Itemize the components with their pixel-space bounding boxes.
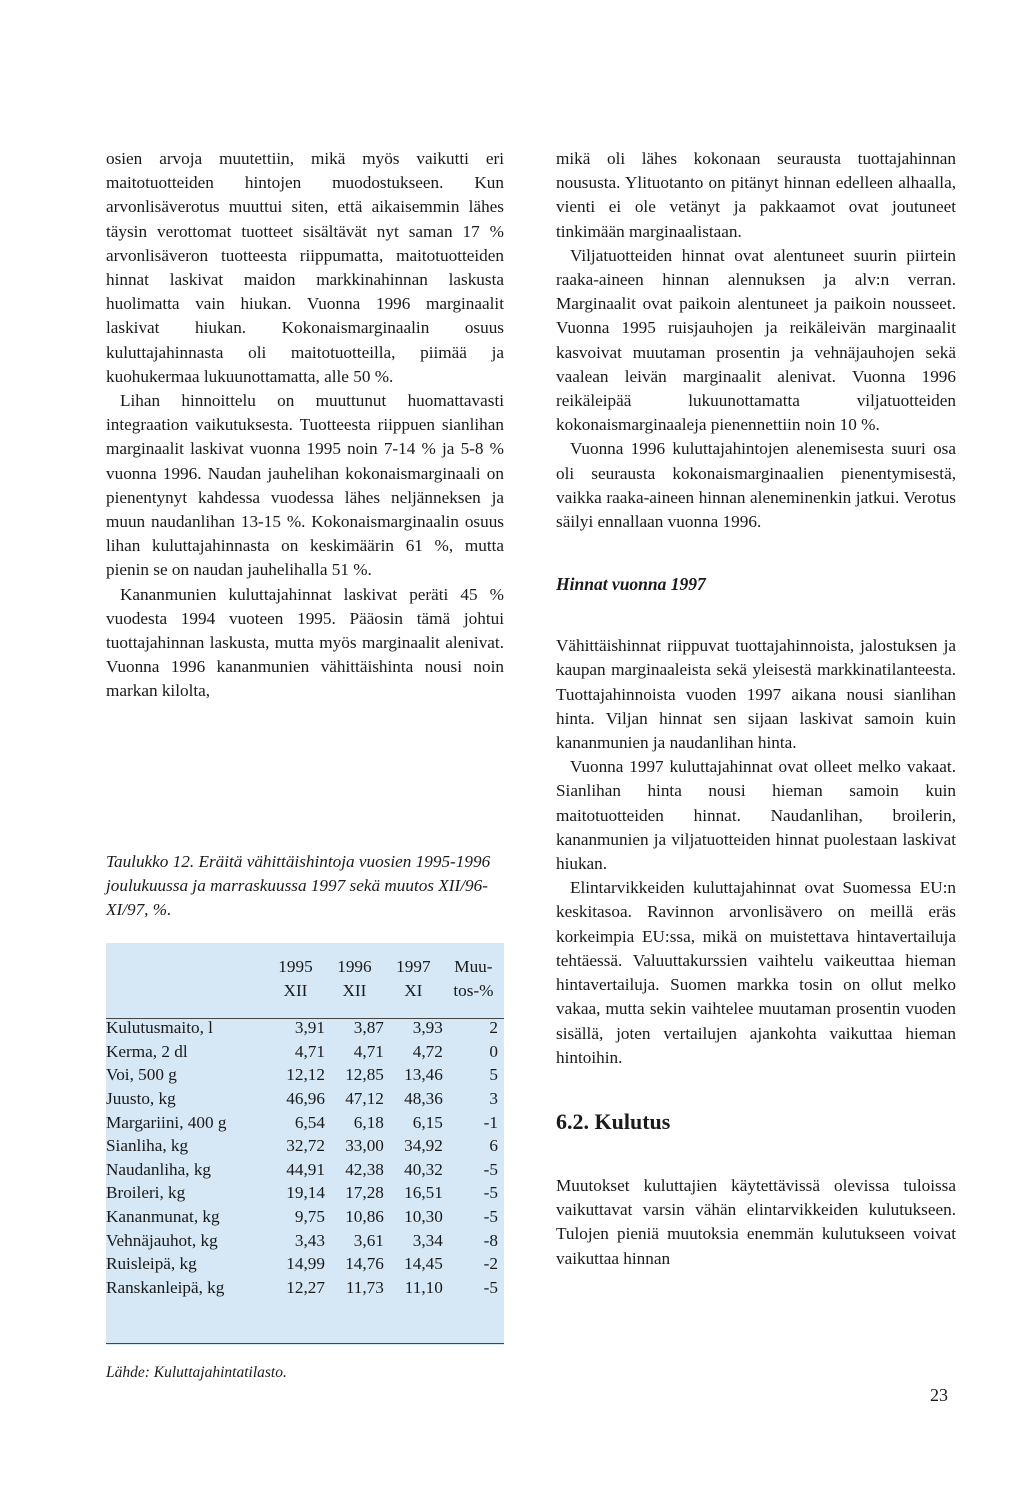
left-column — [106, 147, 504, 704]
price-1996-cell: 6,18 — [353, 1112, 384, 1132]
change-cell: 6 — [489, 1136, 498, 1156]
item-name-cell: Vehnäjauhot, kg — [106, 1230, 218, 1250]
price-1995-cell: 9,75 — [294, 1206, 325, 1226]
table-caption: Taulukko 12. Eräitä vähittäishintoja vuosien 1995-1996 joulukuussa ja marraskuussa 1997 sekä muutos XII/96-XI/97, %. — [106, 852, 491, 919]
column-header-change-2: tos-% — [453, 980, 494, 1000]
item-name-cell: Ranskanleipä, kg — [106, 1277, 225, 1297]
body-paragraph: Vuonna 1996 kuluttajahintojen alenemisesta suuri osa oli seurausta kokonaismarginaalien pienentymisestä, vaikka raaka-aineen hinnan aleneminenkin jatkui. Verotus säilyi ennallaan vuonna 1996. — [556, 439, 956, 532]
body-paragraph: Kananmunien kuluttajahinnat laskivat peräti 45 % vuodesta 1994 vuoteen 1995. Pääosin tämä johtui tuottajahinnan laskusta, mutta myös marginaalit alenivat. Vuonna 1996 kananmunien vähittäishinta nousi noin markan kilolta, — [106, 584, 504, 701]
price-1995-cell: 12,27 — [286, 1277, 325, 1297]
change-cell: -1 — [483, 1112, 498, 1132]
price-1996-cell: 3,61 — [353, 1230, 384, 1250]
price-1997-cell: 48,36 — [404, 1088, 443, 1108]
item-name-cell: Broileri, kg — [106, 1183, 186, 1203]
price-1997-cell: 34,92 — [404, 1136, 443, 1156]
table-row — [106, 1040, 504, 1064]
price-1995-cell: 3,43 — [294, 1230, 325, 1250]
item-name-cell: Voi, 500 g — [106, 1065, 177, 1085]
price-1995-cell: 14,99 — [286, 1254, 325, 1274]
price-1996-cell: 17,28 — [345, 1183, 384, 1203]
price-1995-cell: 6,54 — [294, 1112, 325, 1132]
price-1997-cell: 3,34 — [412, 1230, 443, 1250]
table-row — [106, 1087, 504, 1111]
price-1995-cell: 46,96 — [286, 1088, 325, 1108]
right-column — [556, 147, 956, 1271]
table-row — [106, 1134, 504, 1158]
item-name-cell: Ruisleipä, kg — [106, 1254, 197, 1274]
table-row — [106, 1111, 504, 1135]
price-1997-cell: 16,51 — [404, 1183, 443, 1203]
change-cell: -2 — [483, 1254, 498, 1274]
price-1995-cell: 4,71 — [294, 1041, 325, 1061]
table-body — [106, 1016, 504, 1299]
column-header-month-1996: XII — [342, 980, 367, 1000]
price-table-panel — [106, 943, 504, 1345]
price-1995-cell: 44,91 — [286, 1159, 325, 1179]
price-table — [106, 955, 504, 1299]
price-1996-cell: 3,87 — [353, 1018, 384, 1038]
price-1996-cell: 12,85 — [345, 1065, 384, 1085]
item-name-cell: Kulutusmaito, l — [106, 1018, 213, 1038]
body-paragraph: Muutokset kuluttajien käytettävissä olevissa tuloissa vaikuttavat varsin vähän elintarvikkeiden kulutukseen. Tulojen pieniä muutoksia enemmän kulutukseen voivat vaikuttaa hinnan — [556, 1175, 956, 1268]
column-header-month-1995: XII — [283, 980, 308, 1000]
price-1996-cell: 11,73 — [345, 1277, 384, 1297]
change-cell: -5 — [483, 1277, 498, 1297]
change-cell: -8 — [483, 1230, 498, 1250]
column-header-1996: 1996 — [337, 957, 372, 976]
price-1997-cell: 4,72 — [412, 1041, 443, 1061]
change-cell: -5 — [483, 1206, 498, 1226]
price-1996-cell: 10,86 — [345, 1206, 384, 1226]
price-1995-cell: 12,12 — [286, 1065, 325, 1085]
table-row — [106, 1063, 504, 1087]
column-header-month-1997: XI — [404, 980, 423, 1000]
price-1997-cell: 13,46 — [404, 1065, 443, 1085]
price-1997-cell: 6,15 — [412, 1112, 443, 1132]
table-rule — [106, 1018, 504, 1019]
body-paragraph: osien arvoja muutettiin, mikä myös vaikutti eri maitotuotteiden hintojen muodostukseen. Kun arvonlisäverotus muuttui siten, että aikaisemmin lähes täysin verottomat tuotteet sisältävät nyt saman 17 % arvonlisäveron tuotteesta riippumatta, maitotuotteiden hinnat laskivat maidon markkinahinnan laskusta huolimatta vain hiukan. Vuonna 1996 marginaalit laskivat hiukan. Kokonaismarginaalin osuus kuluttajahinnasta oli maitotuotteilla, piimää ja kuohukermaa lukuunottamatta, alle 50 %. — [106, 149, 504, 386]
body-paragraph: Vähittäishinnat riippuvat tuottajahinnoista, jalostuksen ja kaupan marginaaleista sekä yleisestä markkinatilanteesta. Tuottajahinnoista vuoden 1997 aikana nousi sianlihan hinta. Viljan hinnat sen sijaan laskivat samoin kuin kananmunien ja naudanlihan hinta. — [556, 636, 956, 753]
price-1996-cell: 47,12 — [345, 1088, 384, 1108]
table-header-row — [106, 979, 504, 1003]
body-paragraph: Lihan hinnoittelu on muuttunut huomattavasti integraation vaikutuksesta. Tuotteesta riippuen sianlihan marginaalit laskivat vuonna 1995 noin 7-14 % ja 5-8 % vuonna 1996. Naudan jauhelihan kokonaismarginaali on pienentynyt kahdessa vuodessa lähes neljänneksen ja muun naudanlihan 13-15 %. Kokonaismarginaalin osuus lihan kuluttajahinnasta on keskimäärin 61 %, mutta pienin se on naudan jauhelihalla 51 %. — [106, 391, 504, 580]
table-row — [106, 1181, 504, 1205]
body-paragraph: Vuonna 1997 kuluttajahinnat ovat olleet melko vakaat. Sianlihan hinta nousi hieman samoin kuin maitotuotteiden hinnat. Naudanlihan, broilerin, kananmunien ja viljatuotteiden hinnat puolestaan laskivat hiukan. — [556, 757, 956, 874]
body-paragraph: Viljatuotteiden hinnat ovat alentuneet suurin piirtein raaka-aineen hinnan alennuksen ja alv:n verran. Marginaalit ovat paikoin alentuneet ja paikoin nousseet. Vuonna 1995 ruisjauhojen ja reikäleivän marginaalit kasvoivat muutaman prosentin ja vehnäjauhojen sekä vaalean leivän marginaalit alenivat. Vuonna 1996 reikäleipää lukuunottamatta viljatuotteiden kokonaismarginaaleja pienennettiin noin 10 %. — [556, 245, 956, 435]
column-header-1997: 1997 — [396, 957, 431, 976]
price-1996-cell: 33,00 — [345, 1136, 384, 1156]
item-name-cell: Margariini, 400 g — [106, 1112, 227, 1132]
change-cell: 2 — [489, 1018, 498, 1038]
table-source: Lähde: Kuluttajahintatilasto. — [106, 1364, 287, 1381]
page-number: 23 — [930, 1385, 948, 1405]
table-row — [106, 1205, 504, 1229]
item-name-cell: Juusto, kg — [106, 1088, 176, 1108]
price-1997-cell: 10,30 — [404, 1206, 443, 1226]
price-1995-cell: 19,14 — [286, 1183, 325, 1203]
section-heading: 6.2. Kulutus — [556, 1108, 671, 1134]
price-1995-cell: 32,72 — [286, 1136, 325, 1156]
price-1996-cell: 14,76 — [345, 1254, 384, 1274]
change-cell: -5 — [483, 1159, 498, 1179]
item-name-cell: Kerma, 2 dl — [106, 1041, 188, 1061]
body-paragraph: mikä oli lähes kokonaan seurausta tuottajahinnan noususta. Ylituotanto on pitänyt hinnan edelleen alhaalla, vienti ei ole vetänyt ja pakkaamot ovat joutuneet tinkimään marginaalistaan. — [556, 149, 956, 241]
price-1997-cell: 14,45 — [404, 1254, 443, 1274]
change-cell: 5 — [489, 1065, 498, 1085]
table-row — [106, 1016, 504, 1040]
price-1997-cell: 11,10 — [404, 1277, 443, 1297]
price-1996-cell: 4,71 — [353, 1041, 384, 1061]
price-1997-cell: 3,93 — [412, 1018, 443, 1038]
table-row — [106, 1276, 504, 1300]
subheading: Hinnat vuonna 1997 — [556, 574, 706, 595]
item-name-cell: Naudanliha, kg — [106, 1159, 212, 1179]
change-cell: 3 — [489, 1088, 498, 1108]
price-1997-cell: 40,32 — [404, 1159, 443, 1179]
change-cell: 0 — [489, 1041, 498, 1061]
price-1996-cell: 42,38 — [345, 1159, 384, 1179]
body-paragraph: Elintarvikkeiden kuluttajahinnat ovat Suomessa EU:n keskitasoa. Ravinnon arvonlisävero on meillä eräs korkeimpia EU:ssa, mikä on muistettava hintavertailuja tehtäessä. Valuuttakurssien vaihtelu vaikeuttaa hieman hintavertailuja. Suomen markka tosin on ollut melko vakaa, mutta sekin vaihtelee muutaman prosentin vuoden sisällä, joten vertailujen ajankohta vaikuttaa hieman hintoihin. — [556, 878, 956, 1067]
table-row — [106, 1229, 504, 1253]
table-header-row — [106, 955, 504, 979]
price-1995-cell: 3,91 — [294, 1018, 325, 1038]
table-rule — [106, 1343, 504, 1344]
item-name-cell: Sianliha, kg — [106, 1136, 189, 1156]
table-row — [106, 1158, 504, 1182]
table-row — [106, 1252, 504, 1276]
column-header-change: Muu- — [454, 957, 493, 976]
item-name-cell: Kananmunat, kg — [106, 1206, 220, 1226]
column-header-1995: 1995 — [278, 957, 313, 976]
change-cell: -5 — [483, 1183, 498, 1203]
